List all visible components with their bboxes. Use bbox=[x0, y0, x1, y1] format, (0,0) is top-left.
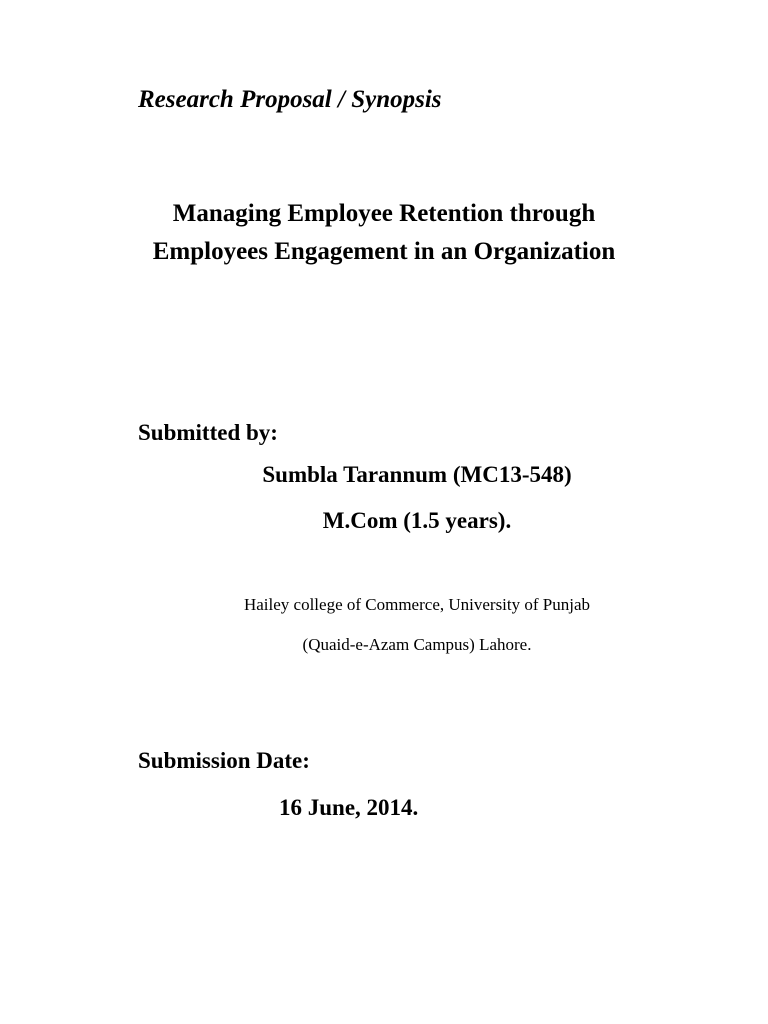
degree-program: M.Com (1.5 years). bbox=[322, 508, 512, 533]
institution-line-1: Hailey college of Commerce, University of Punjab bbox=[243, 595, 591, 614]
submission-date-label: Submission Date: bbox=[138, 748, 310, 773]
document-header: Research Proposal / Synopsis bbox=[138, 86, 442, 113]
submission-date: 16 June, 2014. bbox=[279, 795, 419, 820]
student-name: Sumbla Tarannum (MC13-548) bbox=[262, 462, 572, 487]
institution-line-2: (Quaid-e-Azam Campus) Lahore. bbox=[302, 635, 532, 654]
research-title-line-2: Employees Engagement in an Organization bbox=[152, 238, 616, 265]
research-title-line-1: Managing Employee Retention through bbox=[172, 200, 596, 227]
submitted-by-label: Submitted by: bbox=[138, 420, 278, 445]
